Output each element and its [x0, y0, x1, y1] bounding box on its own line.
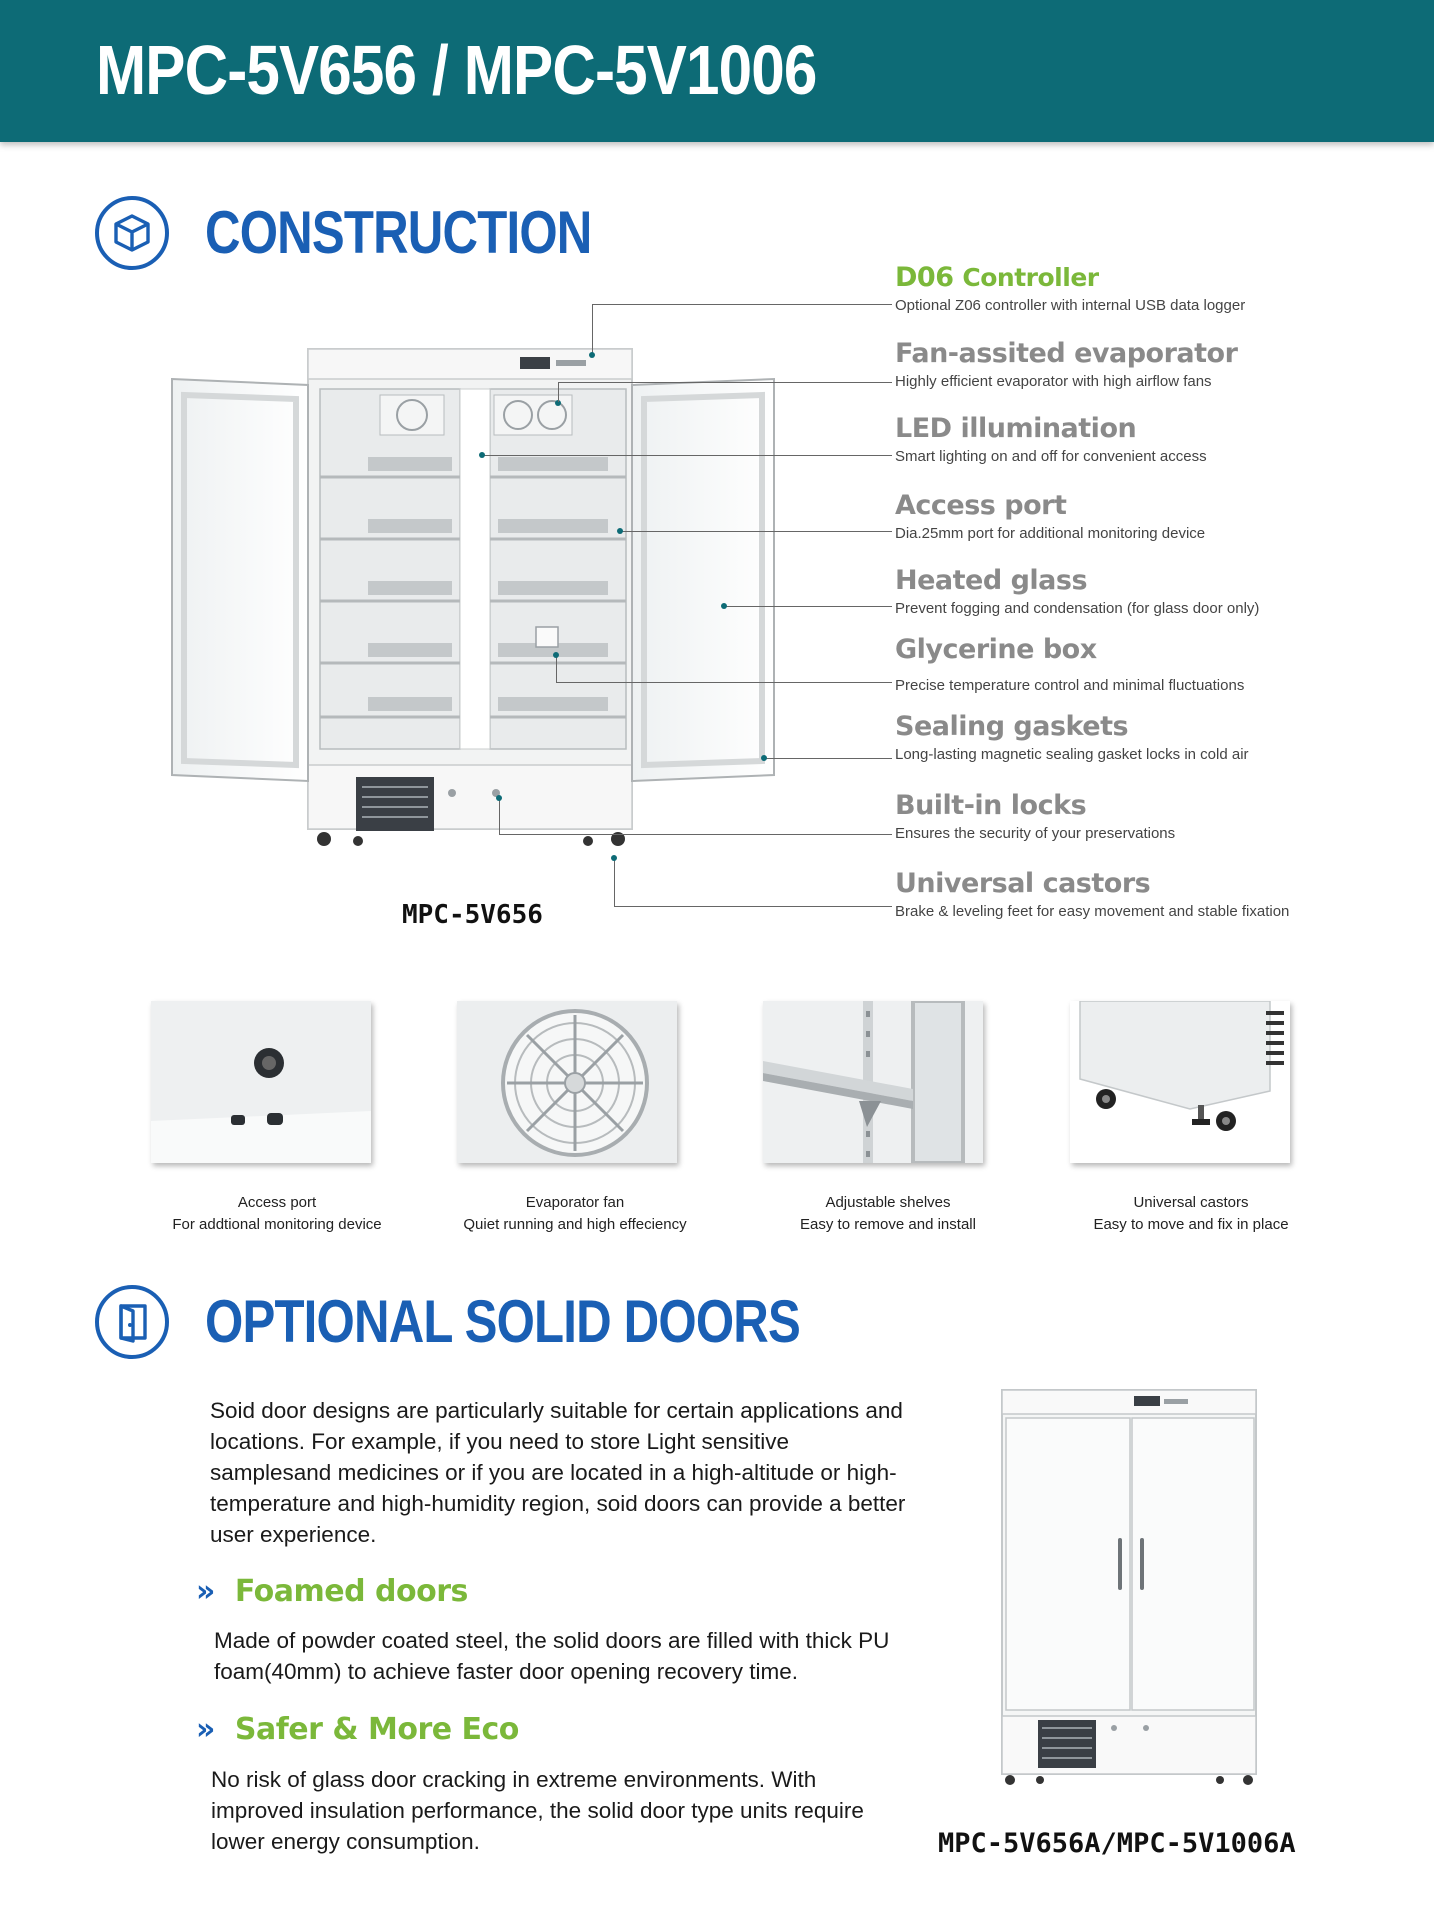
- feature-desc: Ensures the security of your preservations: [895, 825, 1176, 842]
- callout-dot: [761, 755, 767, 761]
- feature-title: Built-in locks: [895, 790, 1087, 821]
- callout-dot: [721, 603, 727, 609]
- feature-title: Universal castors: [895, 868, 1151, 899]
- leader-line-glycerine-v: [556, 656, 557, 682]
- leader-line-locks: [499, 834, 892, 835]
- chevron-icon: »: [196, 1574, 215, 1609]
- leader-line-led: [482, 455, 892, 456]
- foamed-doors-text: Made of powder coated steel, the solid doors are filled with thick PU foam(40mm) to achieve faster door opening recovery time.: [214, 1628, 890, 1684]
- leader-line-evaporator: [558, 382, 892, 383]
- header-banner: [0, 0, 1434, 142]
- box-icon: [95, 196, 169, 270]
- feature-heated-glass: [895, 565, 1315, 617]
- page-title: MPC-5V656 / MPC-5V1006: [96, 31, 817, 109]
- feature-title: Access port: [895, 490, 1067, 521]
- feature-desc: Brake & leveling feet for easy movement and stable fixation: [895, 903, 1290, 920]
- eco-heading: [196, 1712, 519, 1747]
- feature-desc: Prevent fogging and condensation (for glass door only): [895, 600, 1260, 617]
- evaporator-fan-photo: [457, 1001, 677, 1163]
- callout-dot: [611, 855, 617, 861]
- callout-dot: [617, 528, 623, 534]
- caption-desc: Quiet running and high effeciency: [463, 1216, 687, 1233]
- universal-castors-photo: [1070, 1001, 1290, 1163]
- caption-desc: Easy to move and fix in place: [1093, 1216, 1289, 1233]
- eco-text: No risk of glass door cracking in extreme environments. With improved insulation performance, the solid door type units require lower energy consumption.: [211, 1767, 864, 1854]
- leader-line-controller-h: [592, 304, 892, 305]
- feature-title: Fan-assited evaporator: [895, 338, 1238, 369]
- detail-caption: [127, 1192, 427, 1236]
- feature-title: Sealing gaskets: [895, 711, 1129, 742]
- construction-title: CONSTRUCTION: [205, 199, 592, 266]
- caption-desc: For addtional monitoring device: [172, 1216, 382, 1233]
- leader-line-heated-glass: [724, 606, 892, 607]
- feature-desc: Precise temperature control and minimal fluctuations: [895, 677, 1245, 694]
- feature-title: LED illumination: [895, 413, 1137, 444]
- leader-line-evaporator-v: [558, 382, 559, 402]
- feature-desc: Dia.25mm port for additional monitoring device: [895, 525, 1206, 542]
- callout-dot: [553, 652, 559, 658]
- feature-gaskets: [895, 711, 1315, 763]
- solid-doors-intro: Soid door designs are particularly suitable for certain applications and locations. For example, if you need to store Light sensitive samplesand medicines or if you are located in a high-altitude or high-temperature and high-humidity region, soid doors can provide a better user experience.: [210, 1398, 906, 1547]
- model-label-solid: MPC-5V656A/MPC-5V1006A: [938, 1828, 1296, 1859]
- fridge-illustration: [168, 345, 778, 865]
- chevron-icon: »: [196, 1712, 215, 1747]
- feature-controller: [895, 262, 1315, 314]
- feature-title-bold: D06: [895, 262, 954, 293]
- feature-evaporator: [895, 338, 1315, 390]
- callout-dot: [479, 452, 485, 458]
- solid-door-fridge-illustration: [1000, 1388, 1260, 1786]
- caption-title: Universal castors: [1133, 1194, 1249, 1211]
- model-label-glass: MPC-5V656: [402, 900, 543, 930]
- leader-line-access-port: [620, 531, 892, 532]
- feature-led: [895, 413, 1315, 465]
- feature-title: Controller: [962, 263, 1099, 292]
- callout-dot: [589, 352, 595, 358]
- feature-access-port: [895, 490, 1315, 542]
- feature-title: Glycerine box: [895, 634, 1097, 665]
- caption-title: Access port: [237, 1194, 317, 1211]
- door-icon: [95, 1285, 169, 1359]
- leader-line-castors-v: [614, 858, 615, 906]
- feature-desc: Optional Z06 controller with internal USB data logger: [895, 297, 1246, 314]
- feature-desc: Smart lighting on and off for convenient access: [895, 448, 1207, 465]
- feature-desc: Long-lasting magnetic sealing gasket locks in cold air: [895, 746, 1249, 763]
- caption-desc: Easy to remove and install: [800, 1216, 976, 1233]
- caption-title: Adjustable shelves: [825, 1194, 951, 1211]
- leader-line-castors: [614, 906, 892, 907]
- detail-caption: [425, 1192, 725, 1236]
- leader-line-controller: [592, 304, 593, 356]
- foamed-doors-heading: [196, 1574, 468, 1609]
- detail-caption: [738, 1192, 1038, 1236]
- feature-desc: Highly efficient evaporator with high airflow fans: [895, 373, 1212, 390]
- feature-locks: [895, 790, 1315, 842]
- callout-dot: [496, 795, 502, 801]
- feature-glycerine: [895, 634, 1315, 694]
- caption-title: Evaporator fan: [525, 1194, 625, 1211]
- feature-title: Heated glass: [895, 565, 1088, 596]
- detail-caption: [1041, 1192, 1341, 1236]
- solid-doors-title: OPTIONAL SOLID DOORS: [205, 1288, 800, 1355]
- leader-line-locks-v: [499, 798, 500, 834]
- leader-line-gaskets: [764, 758, 892, 759]
- feature-castors: [895, 868, 1315, 920]
- eco-title: Safer & More Eco: [234, 1712, 519, 1747]
- access-port-photo: [151, 1001, 371, 1163]
- adjustable-shelves-photo: [763, 1001, 983, 1163]
- foamed-doors-title: Foamed doors: [234, 1574, 468, 1609]
- leader-line-glycerine: [556, 682, 892, 683]
